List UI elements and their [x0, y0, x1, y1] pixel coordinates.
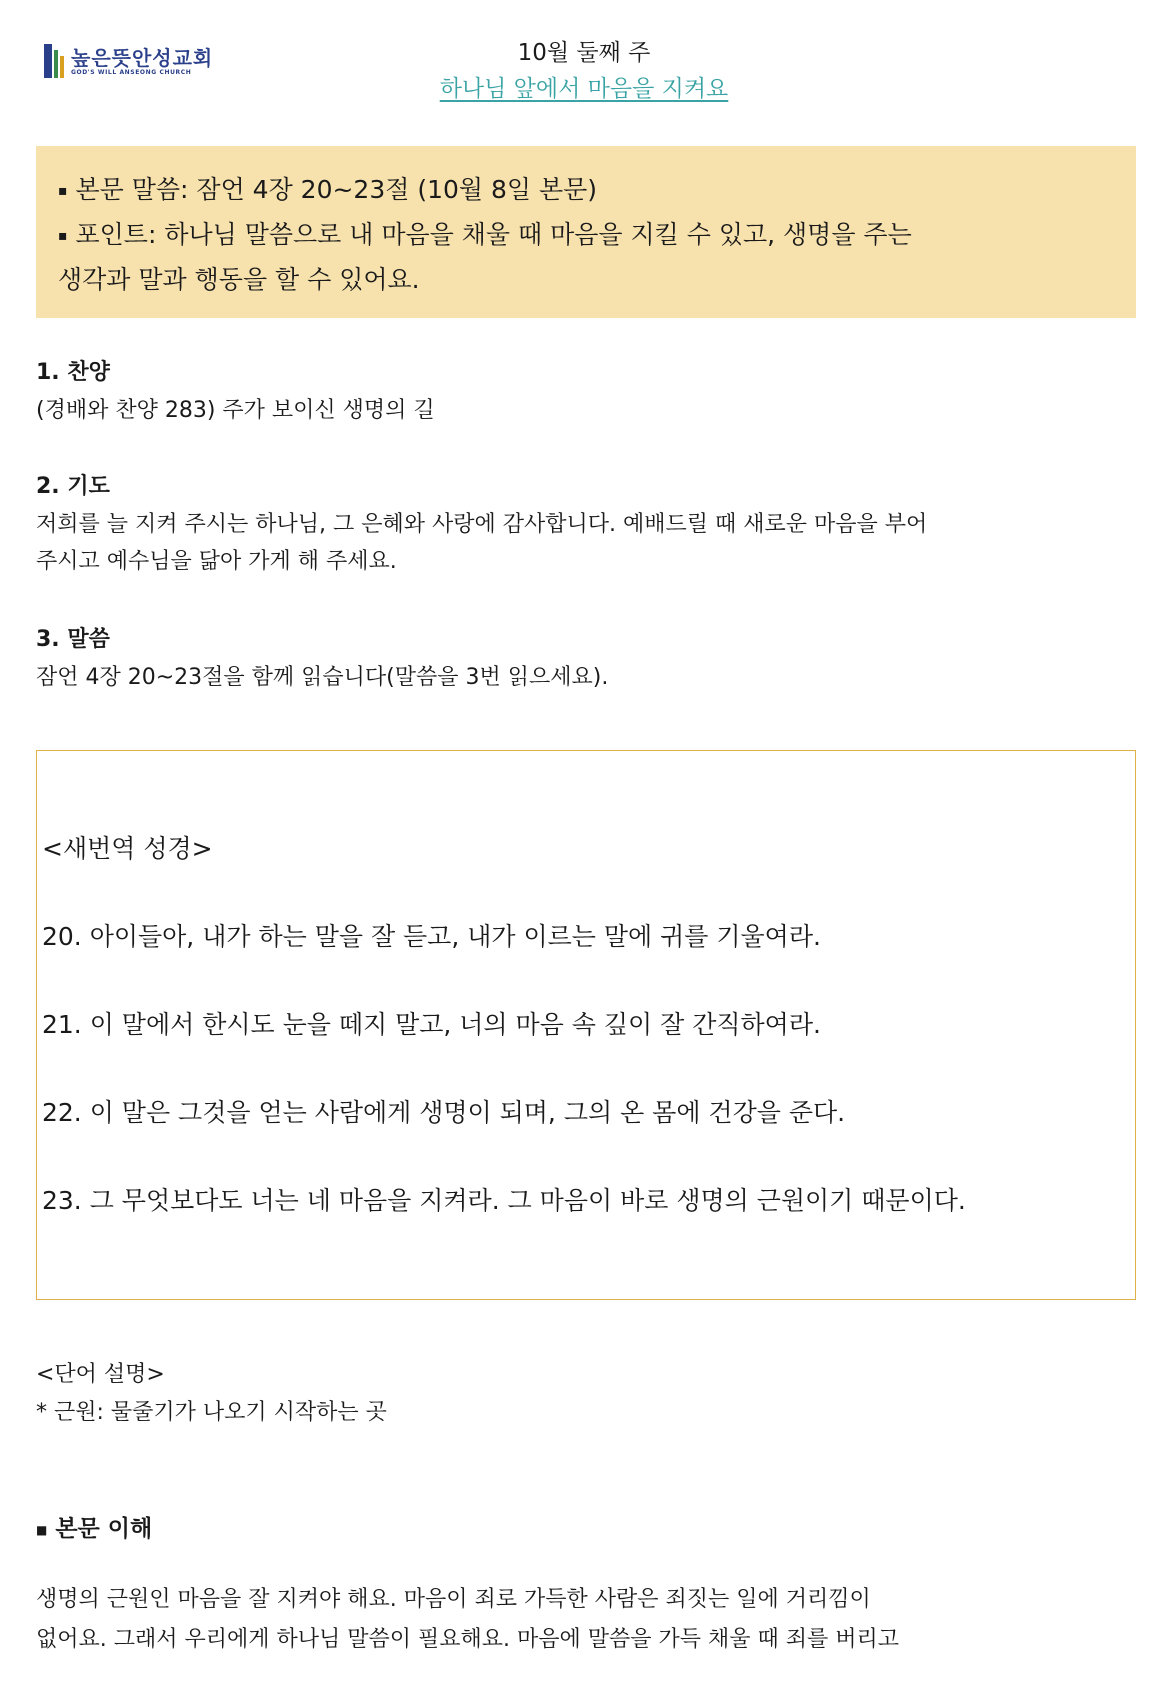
bible-version: <새번역 성경>	[42, 834, 213, 863]
summary-point: 포인트: 하나님 말씀으로 내 마음을 채울 때 마음을 지킬 수 있고, 생명을 주는	[75, 220, 912, 249]
praise-body: (경배와 찬양 283) 주가 보이신 생명의 길	[36, 398, 435, 423]
square-bullet-icon: ■	[36, 1522, 48, 1537]
verse-22: 22. 이 말은 그것을 얻는 사람에게 생명이 되며, 그의 온 몸에 건강을 준다.	[42, 1098, 846, 1127]
praise-heading: 1. 찬양	[36, 360, 110, 385]
prayer-heading: 2. 기도	[36, 474, 110, 499]
verse-20: 20. 아이들아, 내가 하는 말을 잘 듣고, 내가 이르는 말에 귀를 기울여라.	[42, 922, 821, 951]
summary-text: 본문 말씀: 잠언 4장 20~23절 (10월 8일 본문)	[75, 175, 598, 204]
understanding-heading-text: 본문 이해	[55, 1516, 153, 1542]
page-title	[300, 70, 868, 103]
church-logo	[44, 42, 214, 82]
logo-english-text: GOD'S WILL ANSEONG CHURCH	[71, 69, 192, 76]
verse-21: 21. 이 말에서 한시도 눈을 떼지 말고, 너의 마음 속 깊이 잘 간직하여라.	[42, 1010, 821, 1039]
understanding-heading	[36, 1510, 152, 1543]
bullet-icon: ▪	[58, 183, 68, 199]
page-title-text: 하나님 앞에서 마음을 지켜요	[439, 76, 729, 102]
understanding-line: 없어요. 그래서 우리에게 하나님 말씀이 필요해요. 마음에 말씀을 가득 채울 때 죄를 버리고	[36, 1627, 899, 1652]
glossary-item: * 근원: 물줄기가 나오기 시작하는 곳	[36, 1400, 387, 1425]
glossary-heading: <단어 설명>	[36, 1362, 165, 1387]
glossary	[36, 1356, 387, 1432]
understanding-body	[36, 1580, 1136, 1660]
scripture-box	[36, 750, 1136, 1300]
prayer-line: 주시고 예수님을 닮아 가게 해 주세요.	[36, 549, 397, 574]
prayer-line: 저희를 늘 지켜 주시는 하나님, 그 은혜와 사랑에 감사합니다. 예배드릴 때 새로운 마음을 부어	[36, 512, 928, 537]
word-body: 잠언 4장 20~23절을 함께 읽습니다(말씀을 3번 읽으세요).	[36, 665, 609, 690]
summary-point-cont: 생각과 말과 행동을 할 수 있어요.	[58, 265, 420, 294]
logo-korean-text: 높은뜻안성교회	[71, 46, 214, 70]
understanding-line: 생명의 근원인 마음을 잘 지켜야 해요. 마음이 죄로 가득한 사람은 죄짓는 일에 거리낌이	[36, 1587, 871, 1612]
prayer-body	[36, 506, 1136, 580]
bullet-icon: ▪	[58, 228, 68, 244]
verse-23: 23. 그 무엇보다도 너는 네 마음을 지켜라. 그 마음이 바로 생명의 근원이기 때문이다.	[42, 1186, 966, 1215]
church-logo-icon	[44, 44, 66, 78]
summary-text-line	[58, 168, 1114, 213]
week-label: 10월 둘째 주	[517, 40, 651, 66]
word-heading: 3. 말씀	[36, 627, 110, 652]
summary-point-line	[58, 213, 1114, 258]
summary-box	[36, 146, 1136, 318]
